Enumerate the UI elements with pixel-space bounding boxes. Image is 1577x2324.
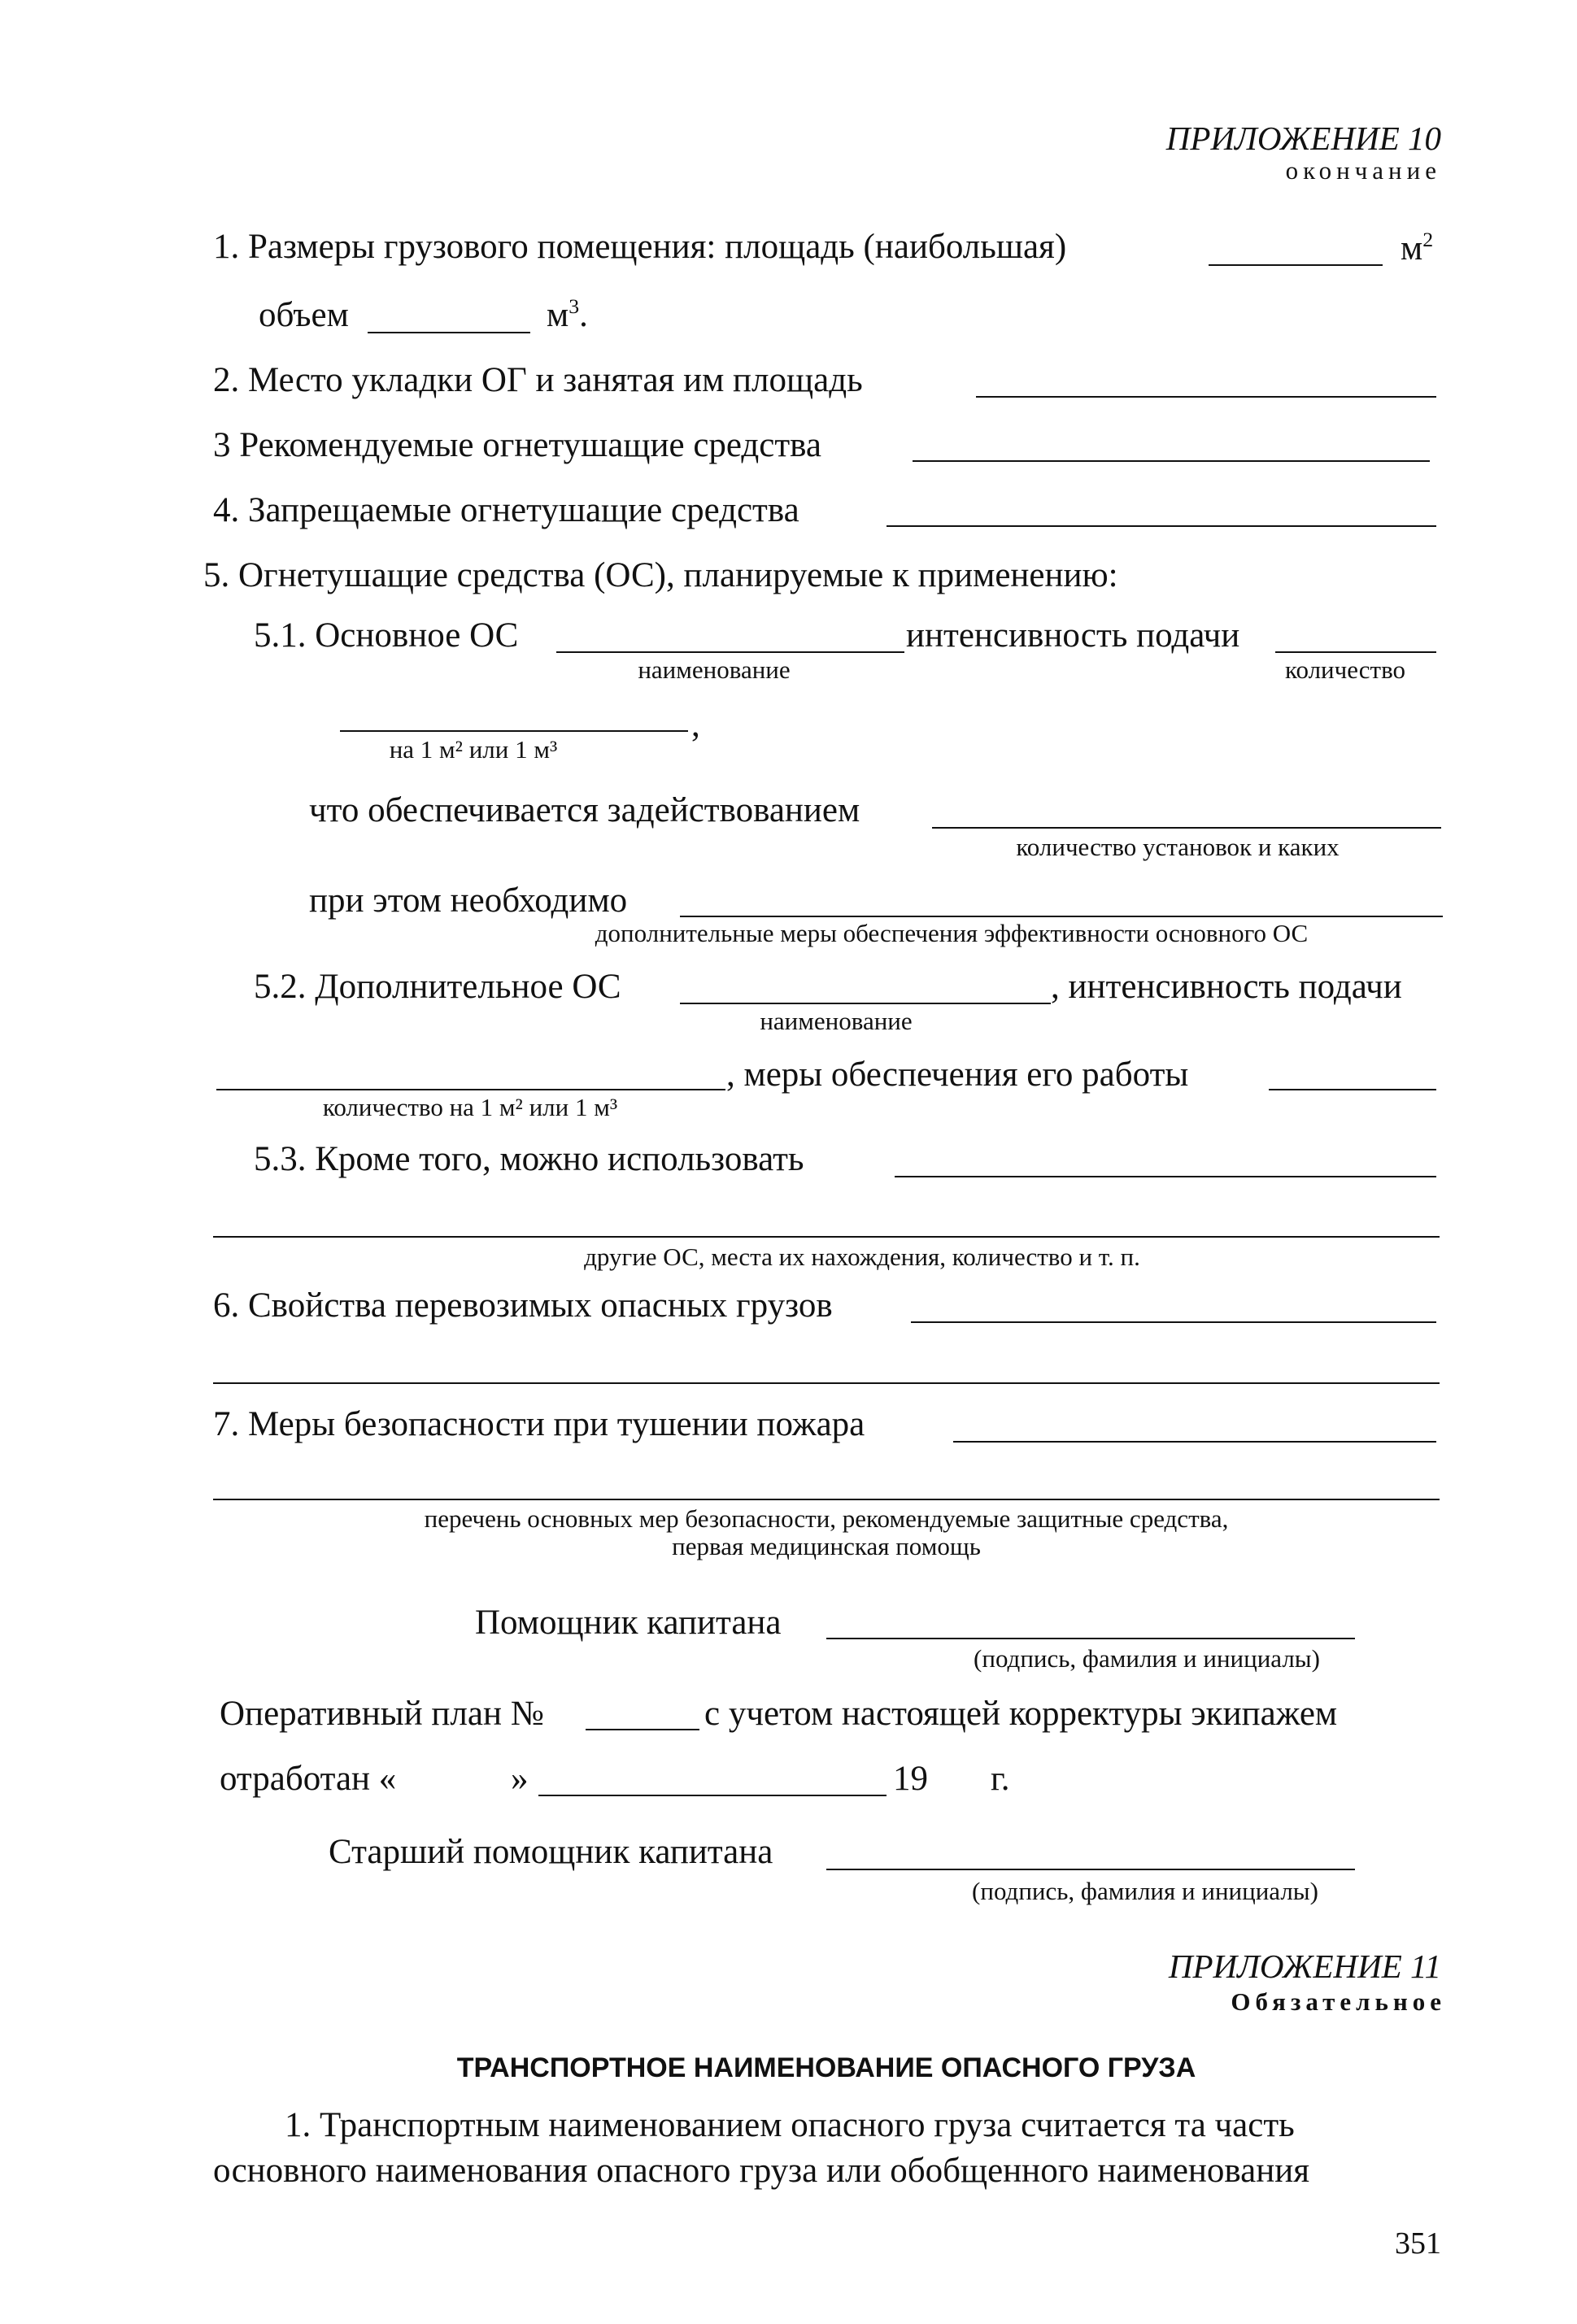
plan-number-field[interactable] (586, 1729, 699, 1730)
main-agent-field[interactable] (556, 651, 904, 653)
item-6-field[interactable] (911, 1321, 1436, 1323)
quantity-per-area-field[interactable] (216, 1089, 725, 1090)
other-agents-field[interactable] (895, 1176, 1436, 1177)
worked-close-quote: » (511, 1760, 529, 1798)
caption-other-agents: другие ОС, места их нахождения, количество и т. п. (584, 1243, 1140, 1271)
item-2-text: 2. Место укладки ОГ и занятая им площадь (213, 361, 863, 399)
item-5-1-intensity: интенсивность подачи (906, 616, 1240, 655)
item-6-text: 6. Свойства перевозимых опасных грузов (213, 1286, 833, 1325)
intensity-field[interactable] (1275, 651, 1436, 653)
appendix-10-subtitle: окончание (1285, 156, 1441, 185)
item-3-field[interactable] (913, 460, 1430, 462)
measures-text: , меры обеспечения его работы (726, 1055, 1189, 1094)
item-1-text: 1. Размеры грузового помещения: площадь (наибольшая) (213, 228, 1067, 266)
other-agents-field-2[interactable] (213, 1236, 1440, 1238)
caption-safety-1: перечень основных мер безопасности, рекомендуемые защитные средства, (424, 1504, 1229, 1533)
item-2-field[interactable] (976, 396, 1436, 398)
senior-signature-field[interactable] (826, 1869, 1355, 1870)
signature-caption-1: (подпись, фамилия и инициалы) (974, 1644, 1320, 1673)
caption-additional-measures: дополнительные меры обеспечения эффективности основного ОС (595, 919, 1309, 947)
caption-installations: количество установок и каких (1016, 833, 1340, 861)
senior-label: Старший помощник капитана (329, 1833, 773, 1871)
item-5-3-text: 5.3. Кроме того, можно использовать (254, 1140, 804, 1178)
volume-label: объем (259, 296, 349, 334)
assistant-signature-field[interactable] (826, 1638, 1355, 1639)
additional-measures-field[interactable] (680, 916, 1443, 917)
item-7-field-2[interactable] (213, 1499, 1440, 1500)
appendix-11-title: ПРИЛОЖЕНИЕ 11 (1168, 1948, 1441, 1985)
item-5-text: 5. Огнетушащие средства (ОС), планируемые к применению: (203, 556, 1118, 594)
item-4-text: 4. Запрещаемые огнетушащие средства (213, 491, 799, 529)
plan-label: Оперативный план № (220, 1695, 544, 1733)
caption-name-2: наименование (760, 1007, 913, 1035)
signature-caption-2: (подпись, фамилия и инициалы) (972, 1877, 1318, 1905)
assistant-label: Помощник капитана (475, 1604, 782, 1642)
section-heading: ТРАНСПОРТНОЕ НАИМЕНОВАНИЕ ОПАСНОГО ГРУЗА (456, 2052, 1196, 2083)
per-area-field[interactable] (340, 730, 688, 732)
page-number: 351 (1395, 2226, 1441, 2261)
area-unit: $м^2$ (1401, 228, 1434, 268)
item-6-field-2[interactable] (213, 1382, 1440, 1384)
caption-quantity: количество (1285, 655, 1405, 684)
plan-rest: с учетом настоящей корректуры экипажем (704, 1695, 1338, 1733)
item-5-1-text: 5.1. Основное ОС (254, 616, 519, 655)
item-3-text: 3 Рекомендуемые огнетушащие средства (213, 426, 822, 464)
installations-field[interactable] (932, 827, 1441, 829)
year-prefix: 19 (893, 1760, 928, 1798)
volume-unit: $м^3$. (547, 294, 588, 334)
need-text: при этом необходимо (309, 881, 628, 920)
item-5-2-text: 5.2. Дополнительное ОС (254, 968, 621, 1006)
caption-quantity-per-area: количество на 1 м² или 1 м³ (322, 1093, 618, 1121)
paragraph-line-2: основного наименования опасного груза или обобщенного наименования (213, 2152, 1310, 2190)
area-field[interactable] (1209, 264, 1383, 266)
item-7-field[interactable] (953, 1441, 1436, 1443)
caption-name: наименование (638, 655, 791, 684)
item-7-text: 7. Меры безопасности при тушении пожара (213, 1405, 865, 1443)
ensure-text: что обеспечивается задействованием (309, 791, 860, 829)
comma: , (691, 706, 700, 744)
appendix-11-subtitle: Обязательное (1231, 1987, 1446, 2016)
worked-label: отработан « (220, 1760, 397, 1798)
additional-agent-field[interactable] (680, 1003, 1051, 1004)
item-5-2-intensity: , интенсивность подачи (1051, 968, 1402, 1006)
month-field[interactable] (538, 1795, 887, 1796)
volume-field[interactable] (368, 332, 530, 333)
caption-per-area: на 1 м² или 1 м³ (389, 735, 558, 764)
appendix-10-title: ПРИЛОЖЕНИЕ 10 (1165, 120, 1441, 157)
caption-safety-2: первая медицинская помощь (672, 1532, 981, 1560)
year-suffix: г. (991, 1760, 1010, 1798)
work-measures-field[interactable] (1269, 1089, 1436, 1090)
item-4-field[interactable] (887, 525, 1436, 527)
paragraph-line-1: 1. Транспортным наименованием опасного груза считается та часть (285, 2106, 1295, 2144)
